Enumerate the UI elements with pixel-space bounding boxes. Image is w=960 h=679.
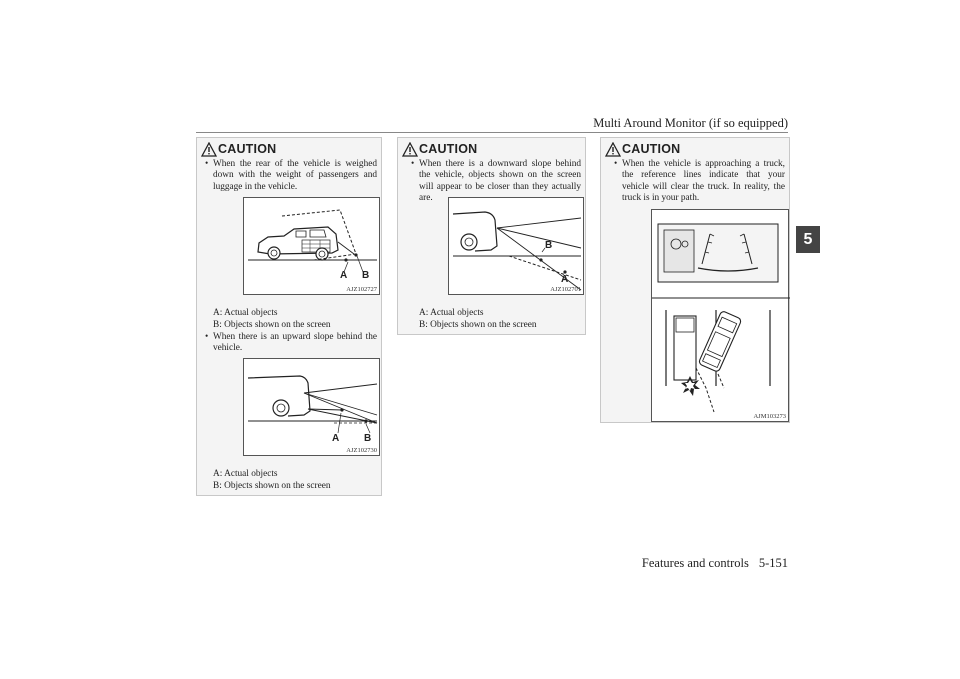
caution-box-3 [600,137,790,423]
figure-code: AJZ102701 [550,286,581,293]
heavy-rear-vehicle-illustration [244,198,381,296]
figure-label-b: B [364,433,372,444]
caution-item-text: When the rear of the vehicle is weighed down with the weight of passengers and luggage in the vehicle. [213,159,377,192]
caution-item-text: When there is an upward slope behind the vehicle. [213,332,377,354]
caution-label: CAUTION [622,142,681,156]
legend-actual: A: Actual objects [419,308,484,318]
warning-triangle-icon [605,142,621,157]
caution-item [614,159,785,205]
truck-approach-illustration [652,210,790,423]
caution-label: CAUTION [218,142,277,156]
caution-label: CAUTION [419,142,478,156]
footer-section: Features and controls [641,556,749,570]
caution-item-text: When there is a downward slope behind the vehicle, objects shown on the screen will appear to be closer than they actually are. [419,159,581,204]
figure-label-b: B [545,240,553,251]
figure-label-a: A [340,270,348,281]
legend-actual: A: Actual objects [213,308,278,318]
header-divider [196,132,788,133]
figure-upward-slope [243,358,380,456]
legend-screen: B: Objects shown on the screen [213,320,331,330]
legend-actual: A: Actual objects [213,469,278,479]
bullet: • [614,159,618,169]
figure-label-a: A [561,274,569,285]
figure-downward-slope [448,197,584,295]
legend-screen: B: Objects shown on the screen [213,481,331,491]
warning-triangle-icon [201,142,217,157]
caution-heading [402,141,585,157]
caution-box-2 [397,137,586,335]
figure-truck-approach [651,209,789,422]
chapter-tab[interactable]: 5 [796,226,820,253]
bullet: • [205,332,209,342]
caution-box-1 [196,137,382,496]
legend-screen: B: Objects shown on the screen [419,320,537,330]
figure-code: AJZ102727 [346,286,377,293]
page-footer [560,556,788,571]
caution-item [205,159,377,193]
caution-heading [201,141,381,157]
figure-code: AJZ102730 [346,447,377,454]
bullet: • [205,159,209,169]
upward-slope-illustration [244,359,381,457]
caution-item-text: When the vehicle is approaching a truck, the reference lines indicate that your vehicle will clear the truck. In reality, the truck is in your path. [622,159,785,204]
warning-triangle-icon [402,142,418,157]
figure-code: AJM103273 [753,413,786,420]
page-header-title: Multi Around Monitor (if so equipped) [593,116,788,130]
caution-item [205,332,377,355]
figure-heavy-rear [243,197,380,295]
page-number: 5-151 [758,556,788,570]
bullet: • [411,159,415,169]
figure-label-b: B [362,270,370,281]
caution-heading [605,141,789,157]
figure-label-a: A [332,433,340,444]
